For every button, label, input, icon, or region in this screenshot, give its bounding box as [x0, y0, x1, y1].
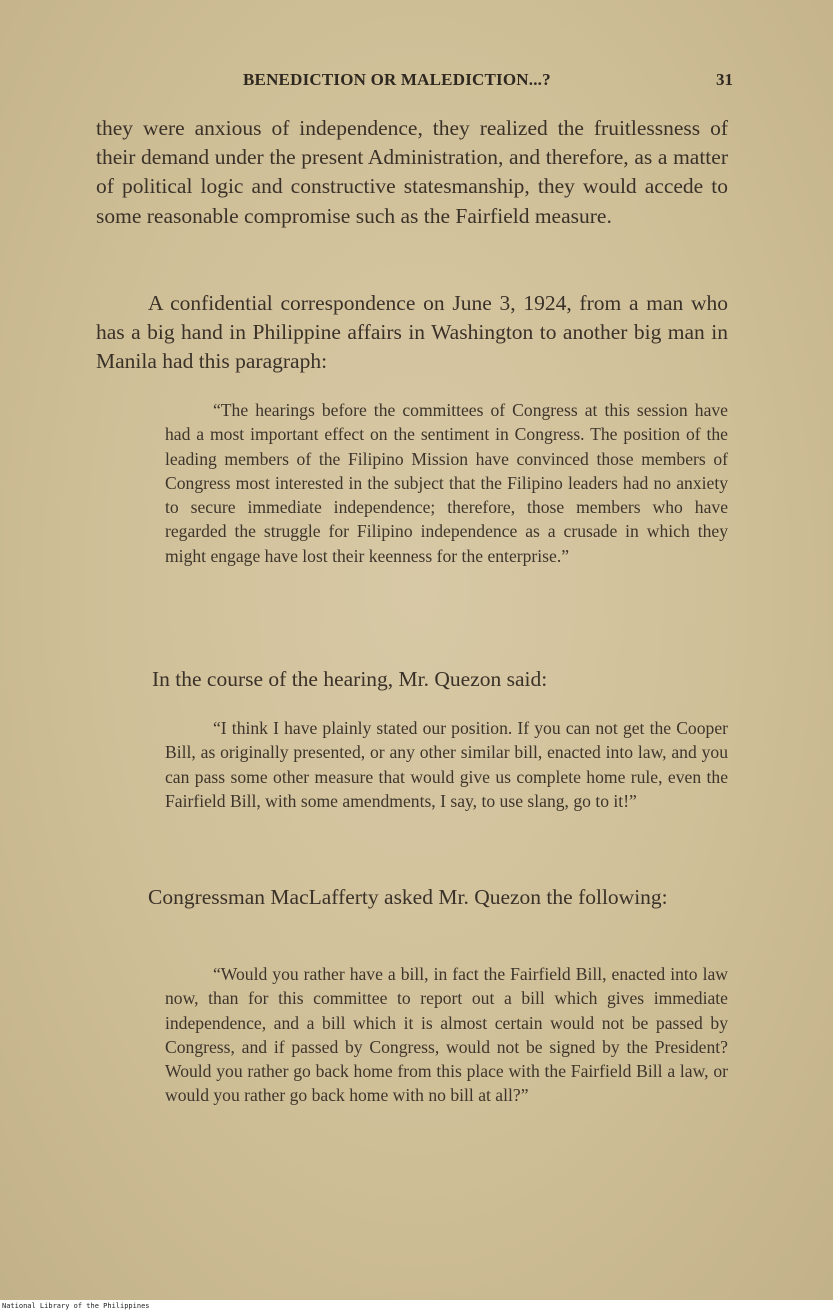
running-title: BENEDICTION OR MALEDICTION...? [243, 70, 551, 89]
running-header [243, 70, 733, 94]
page-number: 31 [716, 70, 733, 89]
paragraph-correspondence-intro: A confidential correspondence on June 3, 1924, from a man who has a big hand in Philippine affairs in Washington to another big man in Manila had this paragraph: [96, 291, 728, 374]
paragraph-quezon-intro: In the course of the hearing, Mr. Quezon said: [152, 667, 548, 691]
library-watermark: National Library of the Philippines [2, 1302, 150, 1310]
paragraph-continuation: they were anxious of independence, they realized the fruitlessness of their demand under the present Administration, and therefore, as a matter of political logic and constructive statesmanship, they would accede to some reasonable compromise such as the Fairfield measure. [96, 116, 728, 228]
paragraph-maclafferty-intro: Congressman MacLafferty asked Mr. Quezon the following: [148, 885, 668, 909]
scan-footer [0, 1300, 833, 1313]
quote-maclafferty: “Would you rather have a bill, in fact the Fairfield Bill, enacted into law now, than for this committee to report out a bill which gives immediate independence, and a bill which it is almost certain would not be passed by Congress, and if passed by Congress, would not be signed by the President? Would you rather go back home from this place with the Fairfield Bill a law, or would you rather go back home with no bill at all?” [165, 964, 728, 1106]
quote-correspondence: “The hearings before the committees of Congress at this session have had a most important effect on the sentiment in Congress. The position of the leading members of the Filipino Mission have convinced those members of Congress most interested in the subject that the Filipino leaders had no anxiety to secure immediate independence; therefore, those members who have regarded the struggle for Filipino independence as a crusade in which they might engage have lost their keenness for the enterprise.” [165, 400, 728, 566]
quote-quezon: “I think I have plainly stated our position. If you can not get the Cooper Bill, as originally presented, or any other similar bill, enacted into law, and you can pass some other measure that would give us complete home rule, even the Fairfield Bill, with some amendments, I say, to use slang, go to it!” [165, 718, 728, 811]
